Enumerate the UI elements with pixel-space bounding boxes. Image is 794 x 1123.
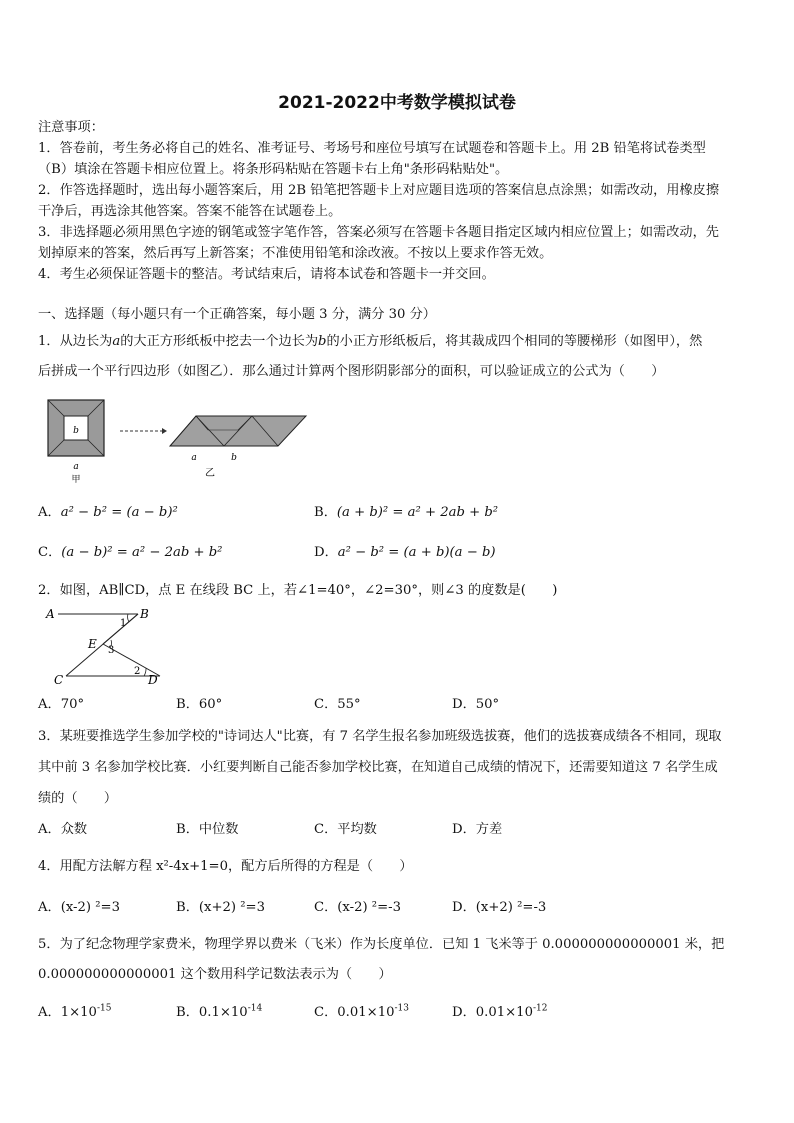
notice-heading: 注意事项： — [38, 120, 104, 135]
fig-label-b2: b — [231, 453, 237, 463]
q1-option-a[interactable] — [38, 503, 178, 523]
angle-1-label: 1 — [120, 618, 127, 629]
option-base: C．0.01×10 — [314, 1005, 395, 1020]
q2-option-b[interactable]: B．60° — [176, 697, 223, 712]
section-heading: 一、选择题（每小题只有一个正确答案，每小题 3 分，满分 30 分） — [38, 307, 436, 322]
option-formula: a² − b² = (a + b)(a − b) — [337, 545, 496, 560]
option-formula: a² − b² = (a − b)² — [60, 505, 178, 520]
q4-option-c[interactable]: C．(x-2) ²=-3 — [314, 900, 401, 915]
point-c-label: C — [54, 673, 64, 687]
q1-stem-line-2: 后拼成一个平行四边形（如图乙）．那么通过计算两个图形阴影部分的面积，可以验证成立的公式为（ ） — [38, 364, 665, 379]
point-b-label: B — [140, 607, 149, 621]
option-base: B．0.1×10 — [176, 1005, 248, 1020]
notice-line-5: 3．非选择题必须用黑色字迹的钢笔或签字笔作答，答案必须写在答题卡各题目指定区域内相应位置上；如需改动，先 — [38, 225, 719, 240]
angle-2-label: 2 — [134, 666, 141, 677]
option-base: A．1×10 — [38, 1005, 97, 1020]
arrow-icon — [118, 426, 168, 436]
notice-line-1: 1．答卷前，考生务必将自己的姓名、准考证号、考场号和座位号填写在试题卷和答题卡上。用 2B 铅笔将试卷类型 — [38, 141, 706, 156]
q1-text-part: 的大正方形纸板中挖去一个边长为 — [120, 334, 319, 349]
q4-option-a[interactable]: A．(x-2) ²=3 — [38, 900, 120, 915]
q2-stem: 2．如图，AB∥CD，点 E 在线段 BC 上，若∠1=40°，∠2=30°，则∠3 的度数是( ) — [38, 583, 558, 598]
q3-option-b[interactable]: B．中位数 — [176, 822, 239, 837]
q1-option-b[interactable] — [314, 503, 498, 523]
q1-var-a: a — [112, 334, 121, 349]
q1-figure-yi — [168, 412, 318, 488]
option-label: A． — [38, 505, 61, 520]
page-title: 2021-2022中考数学模拟试卷 — [278, 93, 516, 113]
fig-label-yi: 乙 — [205, 468, 215, 479]
q1-stem-line-1 — [38, 332, 758, 352]
q2-option-a[interactable]: A．70° — [38, 697, 85, 712]
q5-stem-line-1: 5．为了纪念物理学家费米，物理学界以费米（飞米）作为长度单位．已知 1 飞米等于 0.000000000000001 米，把 — [38, 937, 725, 952]
option-formula: (a + b)² = a² + 2ab + b² — [336, 505, 499, 520]
q2-option-d[interactable]: D．50° — [452, 697, 500, 712]
q3-stem-line-3: 绩的（ ） — [38, 791, 118, 806]
notice-line-7: 4．考生必须保证答题卡的整洁。考试结束后，请将本试卷和答题卡一并交回。 — [38, 267, 495, 282]
q3-option-d[interactable]: D．方差 — [452, 822, 503, 837]
option-exponent: -13 — [394, 1003, 409, 1014]
option-base: D．0.01×10 — [452, 1005, 533, 1020]
q3-option-c[interactable]: C．平均数 — [314, 822, 377, 837]
q3-option-a[interactable]: A．众数 — [38, 822, 88, 837]
q3-stem-line-2: 其中前 3 名参加学校比赛．小红要判断自己能否参加学校比赛，在知道自己成绩的情况下，还需要知道这 7 名学生成 — [38, 760, 718, 775]
fig-label-jia: 甲 — [71, 475, 81, 485]
option-label: D． — [314, 545, 338, 560]
fig-label-a2: a — [191, 453, 197, 463]
option-label: C． — [38, 545, 62, 560]
angle-3-label: 3 — [108, 645, 115, 656]
q5-option-c[interactable] — [314, 1003, 409, 1023]
q2-figure — [44, 604, 168, 688]
notice-line-4: 干净后，再选涂其他答案。答案不能答在试题卷上。 — [38, 204, 342, 219]
q1-var-b: b — [318, 334, 327, 349]
q2-option-c[interactable]: C．55° — [314, 697, 361, 712]
q3-stem-line-1: 3．某班要推选学生参加学校的"诗词达人"比赛，有 7 名学生报名参加班级选拔赛，他们的选拔赛成绩各不相同，现取 — [38, 729, 722, 744]
notice-line-3: 2．作答选择题时，选出每小题答案后，用 2B 铅笔把答题卡上对应题目选项的答案信息点涂黑；如需改动，用橡皮擦 — [38, 183, 720, 198]
q5-option-d[interactable] — [452, 1003, 547, 1023]
option-exponent: -12 — [532, 1003, 548, 1014]
q4-option-b[interactable]: B．(x+2) ²=3 — [176, 900, 265, 915]
option-exponent: -14 — [247, 1003, 263, 1014]
q4-stem: 4．用配方法解方程 x²-4x+1=0，配方后所得的方程是（ ） — [38, 859, 413, 874]
fig-label-b: b — [73, 426, 79, 436]
option-label: B． — [314, 505, 337, 520]
q5-option-b[interactable] — [176, 1003, 262, 1023]
notice-line-2: （B）填涂在答题卡相应位置上。将条形码粘贴在答题卡右上角"条形码粘贴处"。 — [38, 162, 509, 177]
notice-line-6: 划掉原来的答案，然后再写上新答案；不准使用铅笔和涂改液。不按以上要求作答无效。 — [38, 246, 553, 261]
q5-option-a[interactable] — [38, 1003, 111, 1023]
q1-text-part: 1．从边长为 — [38, 334, 113, 349]
q1-text-part: 的小正方形纸板后，将其裁成四个相同的等腰梯形（如图甲），然 — [326, 334, 703, 349]
q5-stem-line-2: 0.000000000000001 这个数用科学记数法表示为（ ） — [38, 967, 392, 982]
point-e-label: E — [88, 637, 97, 651]
point-d-label: D — [148, 673, 158, 687]
point-a-label: A — [46, 607, 55, 621]
fig-label-a: a — [73, 462, 79, 472]
option-formula: (a − b)² = a² − 2ab + b² — [61, 545, 223, 560]
option-exponent: -15 — [96, 1003, 112, 1014]
q4-option-d[interactable]: D．(x+2) ²=-3 — [452, 900, 547, 915]
q1-option-d[interactable] — [314, 543, 496, 563]
q1-option-c[interactable] — [38, 543, 222, 563]
q1-figure-jia — [46, 398, 116, 490]
